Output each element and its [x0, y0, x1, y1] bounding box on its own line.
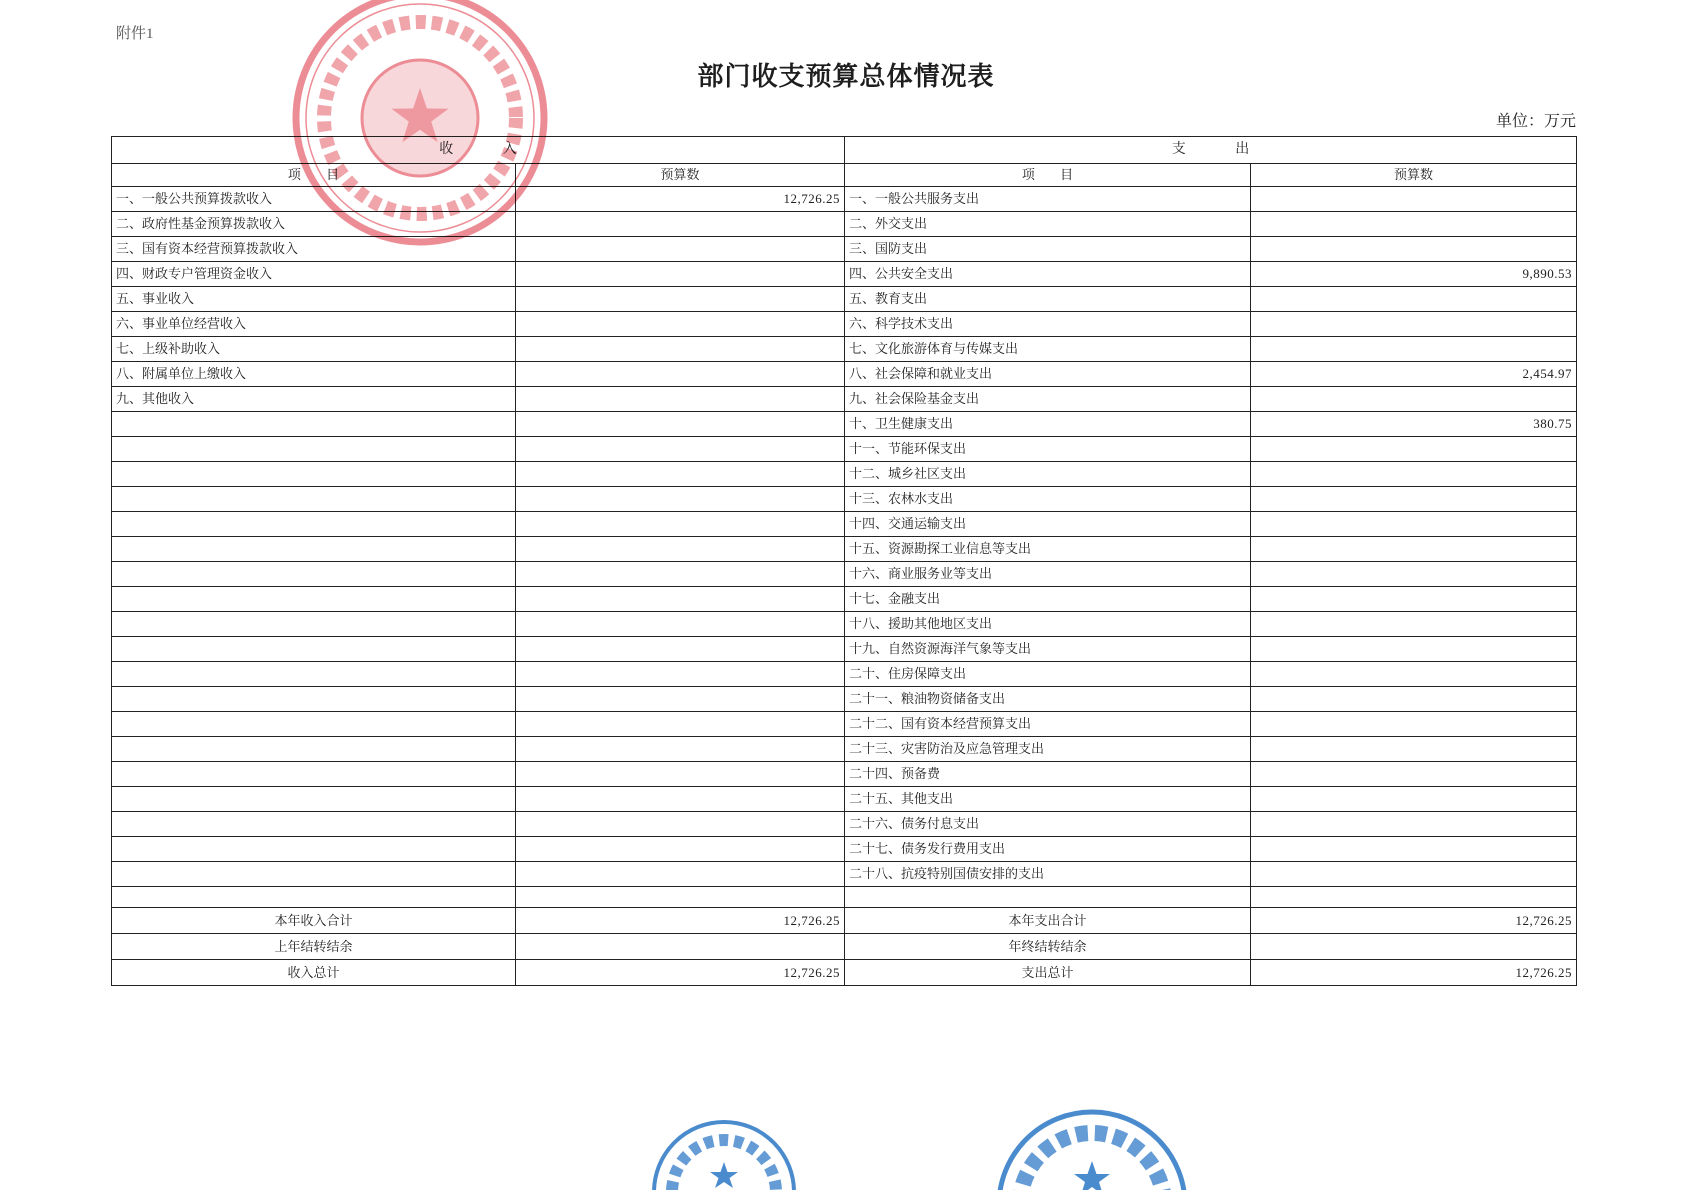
expense-item-label: 三、国防支出: [845, 237, 1251, 262]
income-item-amount: [516, 662, 845, 687]
expense-year-total-label: 本年支出合计: [845, 908, 1251, 934]
income-item-label: [112, 862, 516, 887]
income-item-amount: [516, 387, 845, 412]
income-item-label: 三、国有资本经营预算拨款收入: [112, 237, 516, 262]
expense-item-label: 九、社会保险基金支出: [845, 387, 1251, 412]
income-item-header: 项 目: [112, 164, 516, 187]
table-row: [112, 187, 1577, 212]
expense-item-amount: 2,454.97: [1251, 362, 1577, 387]
income-item-label: 八、附属单位上缴收入: [112, 362, 516, 387]
income-item-label: [112, 737, 516, 762]
expense-item-label: 二十七、债务发行费用支出: [845, 837, 1251, 862]
expense-item-amount: [1251, 312, 1577, 337]
income-item-label: [112, 687, 516, 712]
expense-item-amount: [1251, 187, 1577, 212]
table-row: [112, 412, 1577, 437]
income-item-label: [112, 562, 516, 587]
table-row: [112, 312, 1577, 337]
table-row: [112, 687, 1577, 712]
expense-item-amount: [1251, 687, 1577, 712]
income-item-label: 四、财政专户管理资金收入: [112, 262, 516, 287]
expense-item-amount: [1251, 612, 1577, 637]
expense-item-label: 八、社会保障和就业支出: [845, 362, 1251, 387]
expense-item-amount: 380.75: [1251, 412, 1577, 437]
expense-section-header: 支 出: [845, 137, 1577, 164]
income-item-amount: [516, 287, 845, 312]
budget-table: [111, 136, 1577, 986]
income-item-label: 九、其他收入: [112, 387, 516, 412]
table-row: [112, 587, 1577, 612]
income-item-label: [112, 437, 516, 462]
expense-item-amount: [1251, 337, 1577, 362]
grand-total-row: [112, 960, 1577, 986]
expense-item-amount: [1251, 437, 1577, 462]
income-item-label: [112, 662, 516, 687]
expense-item-amount: [1251, 862, 1577, 887]
expense-item-label: 十八、援助其他地区支出: [845, 612, 1251, 637]
table-row: [112, 287, 1577, 312]
income-item-amount: [516, 812, 845, 837]
income-item-label: [112, 462, 516, 487]
expense-item-amount: [1251, 512, 1577, 537]
column-header-row: [112, 164, 1577, 187]
table-row: [112, 812, 1577, 837]
income-item-amount: [516, 212, 845, 237]
expense-item-amount: [1251, 737, 1577, 762]
carryover-row: [112, 934, 1577, 960]
income-year-total-amount: 12,726.25: [516, 908, 845, 934]
income-item-label: [112, 762, 516, 787]
income-item-amount: [516, 712, 845, 737]
year-total-row: [112, 908, 1577, 934]
income-item-label: [112, 837, 516, 862]
table-row: [112, 462, 1577, 487]
table-row: [112, 562, 1577, 587]
income-item-amount: [516, 762, 845, 787]
income-item-amount: [516, 637, 845, 662]
income-item-label: [112, 812, 516, 837]
income-item-label: [112, 587, 516, 612]
expense-item-amount: [1251, 762, 1577, 787]
unit-label: 单位：万元: [1495, 113, 1576, 130]
expense-item-label: 二十二、国有资本经营预算支出: [845, 712, 1251, 737]
expense-item-label: 二十三、灾害防治及应急管理支出: [845, 737, 1251, 762]
expense-item-label: 二十四、预备费: [845, 762, 1251, 787]
income-item-amount: [516, 837, 845, 862]
table-row: [112, 712, 1577, 737]
page-title: 部门收支预算总体情况表: [697, 62, 995, 91]
stamp-blue-left: [650, 1118, 798, 1190]
expense-carryover-amount: [1251, 934, 1577, 960]
expense-item-amount: [1251, 462, 1577, 487]
expense-item-label: 十七、金融支出: [845, 587, 1251, 612]
income-item-amount: [516, 237, 845, 262]
table-row: [112, 487, 1577, 512]
table-row: [112, 862, 1577, 887]
income-item-amount: [516, 862, 845, 887]
table-row: [112, 837, 1577, 862]
table-row: [112, 337, 1577, 362]
income-item-label: [112, 612, 516, 637]
income-carryover-label: 上年结转结余: [112, 934, 516, 960]
table-row: [112, 787, 1577, 812]
expense-item-amount: [1251, 387, 1577, 412]
expense-item-amount: [1251, 837, 1577, 862]
expense-item-label: 六、科学技术支出: [845, 312, 1251, 337]
expense-amount-header: 预算数: [1251, 164, 1577, 187]
table-row: [112, 762, 1577, 787]
stamp-blue-right: [996, 1109, 1188, 1190]
income-item-amount: [516, 562, 845, 587]
income-item-label: 五、事业收入: [112, 287, 516, 312]
expense-item-header: 项 目: [845, 164, 1251, 187]
income-item-amount: [516, 462, 845, 487]
blank-cell: [516, 887, 845, 908]
expense-grand-total-label: 支出总计: [845, 960, 1251, 986]
section-header-row: [112, 137, 1577, 164]
expense-item-amount: [1251, 712, 1577, 737]
expense-item-label: 七、文化旅游体育与传媒支出: [845, 337, 1251, 362]
income-item-amount: [516, 612, 845, 637]
table-row: [112, 512, 1577, 537]
table-row: [112, 437, 1577, 462]
income-item-amount: [516, 437, 845, 462]
expense-item-label: 十二、城乡社区支出: [845, 462, 1251, 487]
expense-item-amount: [1251, 562, 1577, 587]
table-row: [112, 737, 1577, 762]
income-item-amount: [516, 337, 845, 362]
income-item-label: 一、一般公共预算拨款收入: [112, 187, 516, 212]
table-row: [112, 637, 1577, 662]
expense-item-label: 十一、节能环保支出: [845, 437, 1251, 462]
income-item-label: [112, 487, 516, 512]
income-item-label: [112, 787, 516, 812]
expense-item-label: 十三、农林水支出: [845, 487, 1251, 512]
income-item-amount: [516, 687, 845, 712]
income-item-amount: [516, 362, 845, 387]
expense-item-amount: [1251, 637, 1577, 662]
expense-item-label: 二十一、粮油物资储备支出: [845, 687, 1251, 712]
expense-item-label: 二十六、债务付息支出: [845, 812, 1251, 837]
table-row: [112, 387, 1577, 412]
attachment-label: 附件1: [116, 26, 154, 42]
table-row: [112, 662, 1577, 687]
income-item-label: [112, 512, 516, 537]
income-item-amount: [516, 312, 845, 337]
expense-grand-total-amount: 12,726.25: [1251, 960, 1577, 986]
expense-item-label: 二十五、其他支出: [845, 787, 1251, 812]
expense-item-label: 十五、资源勘探工业信息等支出: [845, 537, 1251, 562]
expense-item-amount: [1251, 662, 1577, 687]
expense-item-label: 十六、商业服务业等支出: [845, 562, 1251, 587]
expense-item-label: 四、公共安全支出: [845, 262, 1251, 287]
income-item-label: [112, 712, 516, 737]
expense-item-label: 一、一般公共服务支出: [845, 187, 1251, 212]
income-item-amount: [516, 737, 845, 762]
income-amount-header: 预算数: [516, 164, 845, 187]
expense-item-label: 二十、住房保障支出: [845, 662, 1251, 687]
table-row: [112, 212, 1577, 237]
income-item-amount: [516, 262, 845, 287]
table-row: [112, 537, 1577, 562]
income-item-label: [112, 537, 516, 562]
income-year-total-label: 本年收入合计: [112, 908, 516, 934]
blank-cell: [1251, 887, 1577, 908]
expense-item-label: 十四、交通运输支出: [845, 512, 1251, 537]
income-item-amount: [516, 537, 845, 562]
expense-item-amount: [1251, 237, 1577, 262]
income-item-label: [112, 637, 516, 662]
expense-item-label: 十、卫生健康支出: [845, 412, 1251, 437]
table-row: [112, 362, 1577, 387]
income-item-amount: [516, 587, 845, 612]
income-item-label: [112, 412, 516, 437]
income-item-amount: 12,726.25: [516, 187, 845, 212]
expense-item-amount: 9,890.53: [1251, 262, 1577, 287]
expense-item-amount: [1251, 287, 1577, 312]
expense-year-total-amount: 12,726.25: [1251, 908, 1577, 934]
blank-row: [112, 887, 1577, 908]
table-row: [112, 237, 1577, 262]
expense-item-label: 五、教育支出: [845, 287, 1251, 312]
expense-item-amount: [1251, 787, 1577, 812]
expense-item-amount: [1251, 587, 1577, 612]
expense-item-amount: [1251, 537, 1577, 562]
income-section-header: 收 入: [112, 137, 845, 164]
income-grand-total-amount: 12,726.25: [516, 960, 845, 986]
table-row: [112, 612, 1577, 637]
income-grand-total-label: 收入总计: [112, 960, 516, 986]
expense-item-label: 十九、自然资源海洋气象等支出: [845, 637, 1251, 662]
income-item-label: 七、上级补助收入: [112, 337, 516, 362]
income-item-label: 六、事业单位经营收入: [112, 312, 516, 337]
income-item-amount: [516, 412, 845, 437]
income-item-amount: [516, 787, 845, 812]
expense-item-label: 二十八、抗疫特别国债安排的支出: [845, 862, 1251, 887]
expense-item-amount: [1251, 812, 1577, 837]
blank-cell: [112, 887, 516, 908]
table-row: [112, 262, 1577, 287]
income-item-label: 二、政府性基金预算拨款收入: [112, 212, 516, 237]
expense-item-amount: [1251, 212, 1577, 237]
expense-item-label: 二、外交支出: [845, 212, 1251, 237]
income-item-amount: [516, 512, 845, 537]
expense-carryover-label: 年终结转结余: [845, 934, 1251, 960]
blank-cell: [845, 887, 1251, 908]
income-carryover-amount: [516, 934, 845, 960]
expense-item-amount: [1251, 487, 1577, 512]
income-item-amount: [516, 487, 845, 512]
